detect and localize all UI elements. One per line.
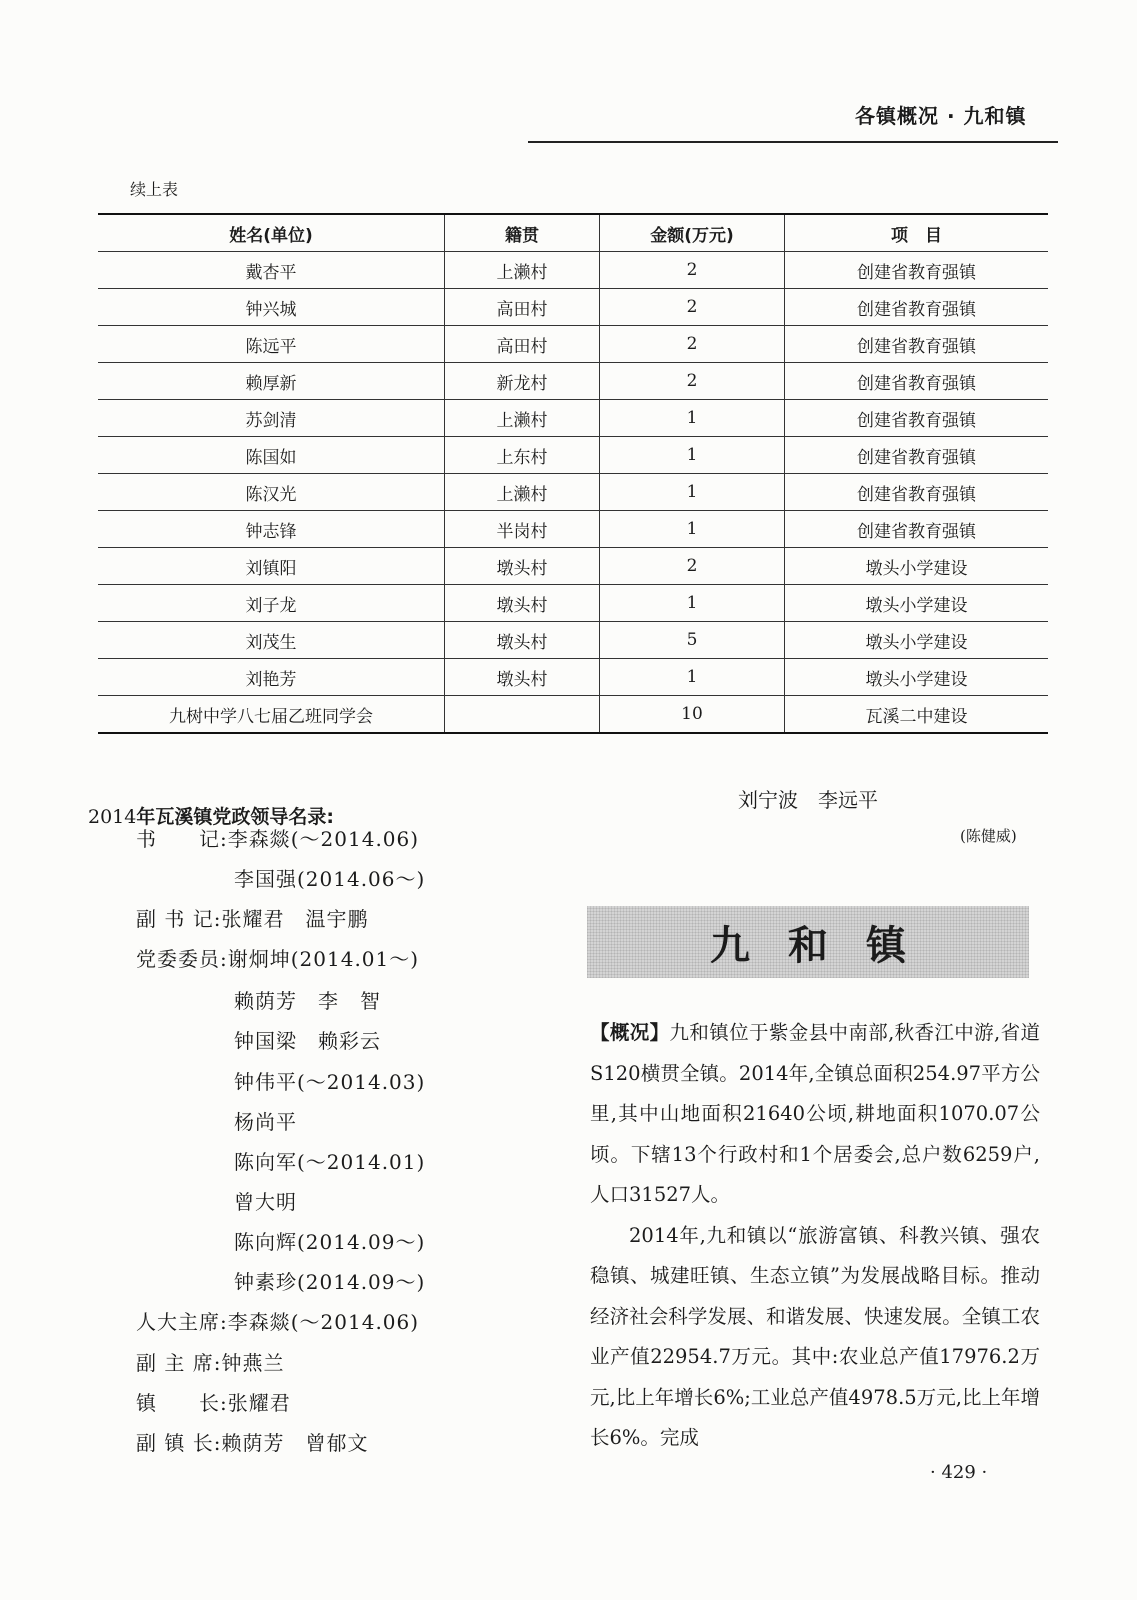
cell-amount: 1 (600, 511, 785, 548)
leader-line (136, 1387, 291, 1416)
cell-project: 墩头小学建设 (785, 585, 1049, 622)
leader-line (234, 1066, 425, 1095)
cell-project: 创建省教育强镇 (785, 363, 1049, 400)
cell-origin: 墩头村 (445, 585, 600, 622)
running-header: 各镇概况 · 九和镇 (855, 104, 1027, 128)
cell-name: 刘子龙 (98, 585, 445, 622)
leader-names: 钟素珍(2014.09～) (234, 1270, 426, 1294)
leader-names: 陈向军(～2014.01) (234, 1150, 426, 1174)
cell-project: 墩头小学建设 (785, 659, 1049, 696)
table-row (98, 252, 1048, 289)
cell-project: 创建省教育强镇 (785, 400, 1049, 437)
leader-names: 钟国梁 赖彩云 (234, 1029, 381, 1053)
cell-origin: 高田村 (445, 289, 600, 326)
table-row (98, 622, 1048, 659)
cell-amount: 1 (600, 437, 785, 474)
column-header-origin: 籍贯 (445, 214, 600, 252)
cell-amount: 2 (600, 252, 785, 289)
cell-amount: 2 (600, 363, 785, 400)
leader-line (136, 1347, 284, 1376)
cell-amount: 1 (600, 585, 785, 622)
continued-leader-names: 刘宁波 李远平 (738, 788, 878, 812)
author-credit: (陈健威) (960, 827, 1017, 845)
leader-line (136, 1306, 419, 1335)
leader-names: 陈向辉(2014.09～) (234, 1230, 426, 1254)
cell-name: 刘茂生 (98, 622, 445, 659)
leader-names: 钟燕兰 (221, 1351, 285, 1375)
cell-project: 墩头小学建设 (785, 622, 1049, 659)
leader-line (136, 823, 419, 852)
leader-line (136, 943, 419, 972)
cell-name: 刘镇阳 (98, 548, 445, 585)
leader-line (234, 985, 381, 1014)
cell-project: 创建省教育强镇 (785, 252, 1049, 289)
leader-names: 赖荫芳 曾郁文 (221, 1431, 369, 1455)
cell-name: 钟兴城 (98, 289, 445, 326)
table-row (98, 437, 1048, 474)
column-header-project: 项 目 (785, 214, 1049, 252)
cell-name: 刘艳芳 (98, 659, 445, 696)
cell-origin: 半岗村 (445, 511, 600, 548)
paragraph-overview (590, 1013, 1040, 1216)
cell-project: 创建省教育强镇 (785, 289, 1049, 326)
leader-names: 赖荫芳 李 智 (234, 989, 381, 1013)
cell-origin: 墩头村 (445, 622, 600, 659)
table-row (98, 585, 1048, 622)
cell-name: 陈远平 (98, 326, 445, 363)
leader-names: 李国强(2014.06～) (234, 867, 426, 891)
cell-project: 瓦溪二中建设 (785, 696, 1049, 734)
leader-role: 党委委员: (136, 947, 228, 971)
column-header-name: 姓名(单位) (98, 214, 445, 252)
table-row (98, 363, 1048, 400)
leader-line (234, 1106, 297, 1135)
cell-name: 九树中学八七届乙班同学会 (98, 696, 445, 734)
table-row (98, 289, 1048, 326)
donation-table (98, 213, 1048, 734)
table-row (98, 511, 1048, 548)
table-row (98, 548, 1048, 585)
cell-project: 墩头小学建设 (785, 548, 1049, 585)
cell-origin (445, 696, 600, 734)
cell-name: 苏剑清 (98, 400, 445, 437)
leader-names: 李森燚(～2014.06) (227, 1310, 420, 1334)
leader-role: 副 书 记: (136, 907, 222, 931)
leader-line (136, 903, 368, 932)
article-body (590, 1013, 1040, 1459)
overview-tag: 【概况】 (590, 1021, 670, 1044)
cell-project: 创建省教育强镇 (785, 474, 1049, 511)
cell-origin: 上濑村 (445, 252, 600, 289)
leader-role: 人大主席: (136, 1310, 228, 1334)
leader-line (234, 1226, 425, 1255)
leader-names: 张耀君 (227, 1391, 291, 1415)
table-row (98, 326, 1048, 363)
leader-names: 谢炯坤(2014.01～) (227, 947, 420, 971)
table-row (98, 474, 1048, 511)
leader-names: 杨尚平 (234, 1110, 297, 1134)
leaders-title-year: 2014 (88, 806, 137, 828)
cell-amount: 1 (600, 400, 785, 437)
leader-names: 张耀君 温宇鹏 (221, 907, 369, 931)
section-title-banner (587, 906, 1029, 978)
leader-line (234, 1025, 381, 1054)
cell-amount: 2 (600, 289, 785, 326)
header-rule (528, 141, 1058, 143)
leader-role: 镇 长: (136, 1391, 228, 1415)
table-row (98, 400, 1048, 437)
cell-name: 陈国如 (98, 437, 445, 474)
cell-amount: 5 (600, 622, 785, 659)
cell-project: 创建省教育强镇 (785, 326, 1049, 363)
page-number: · 429 · (930, 1462, 988, 1483)
cell-origin: 高田村 (445, 326, 600, 363)
cell-origin: 上东村 (445, 437, 600, 474)
cell-amount: 1 (600, 474, 785, 511)
cell-origin: 上濑村 (445, 400, 600, 437)
leaders-title-text: 年瓦溪镇党政领导名录: (136, 806, 334, 828)
leader-role: 副 镇 长: (136, 1431, 222, 1455)
leader-names: 李森燚(～2014.06) (227, 827, 420, 851)
leader-line (136, 1427, 368, 1456)
leader-role: 书 记: (136, 827, 228, 851)
paragraph-development: 2014年,九和镇以“旅游富镇、科教兴镇、强农稳镇、城建旺镇、生态立镇”为发展战略目标。推动经济社会科学发展、和谐发展、快速发展。全镇工农业产值22954.7万元。其中:农业总产值17976.2万元,比上年增长6%;工业总产值4978.5万元,比上年增长6%。完成 (590, 1223, 1040, 1449)
cell-name: 赖厚新 (98, 363, 445, 400)
column-header-amount: 金额(万元) (600, 214, 785, 252)
table-row (98, 659, 1048, 696)
cell-project: 创建省教育强镇 (785, 511, 1049, 548)
leader-line (234, 863, 425, 892)
cell-amount: 10 (600, 696, 785, 734)
leader-names: 钟伟平(～2014.03) (234, 1070, 426, 1094)
table-continued-label: 续上表 (130, 180, 179, 199)
leader-line (234, 1146, 425, 1175)
cell-project: 创建省教育强镇 (785, 437, 1049, 474)
cell-amount: 2 (600, 548, 785, 585)
leader-role: 副 主 席: (136, 1351, 222, 1375)
cell-name: 戴杏平 (98, 252, 445, 289)
cell-origin: 墩头村 (445, 659, 600, 696)
leader-line (234, 1266, 425, 1295)
cell-amount: 2 (600, 326, 785, 363)
cell-origin: 新龙村 (445, 363, 600, 400)
section-title: 九和镇 (710, 922, 944, 969)
cell-name: 陈汉光 (98, 474, 445, 511)
cell-name: 钟志锋 (98, 511, 445, 548)
cell-origin: 上濑村 (445, 474, 600, 511)
leader-names: 曾大明 (234, 1190, 297, 1214)
cell-origin: 墩头村 (445, 548, 600, 585)
leader-line (234, 1186, 297, 1215)
table-header-row (98, 214, 1048, 252)
table-row (98, 696, 1048, 734)
overview-text: 九和镇位于紫金县中南部,秋香江中游,省道S120横贯全镇。2014年,全镇总面积254.97平方公里,其中山地面积21640公顷,耕地面积1070.07公顷。下辖13个行政村和1个居委会,总户数6259户,人口31527人。 (590, 1021, 1040, 1206)
cell-amount: 1 (600, 659, 785, 696)
